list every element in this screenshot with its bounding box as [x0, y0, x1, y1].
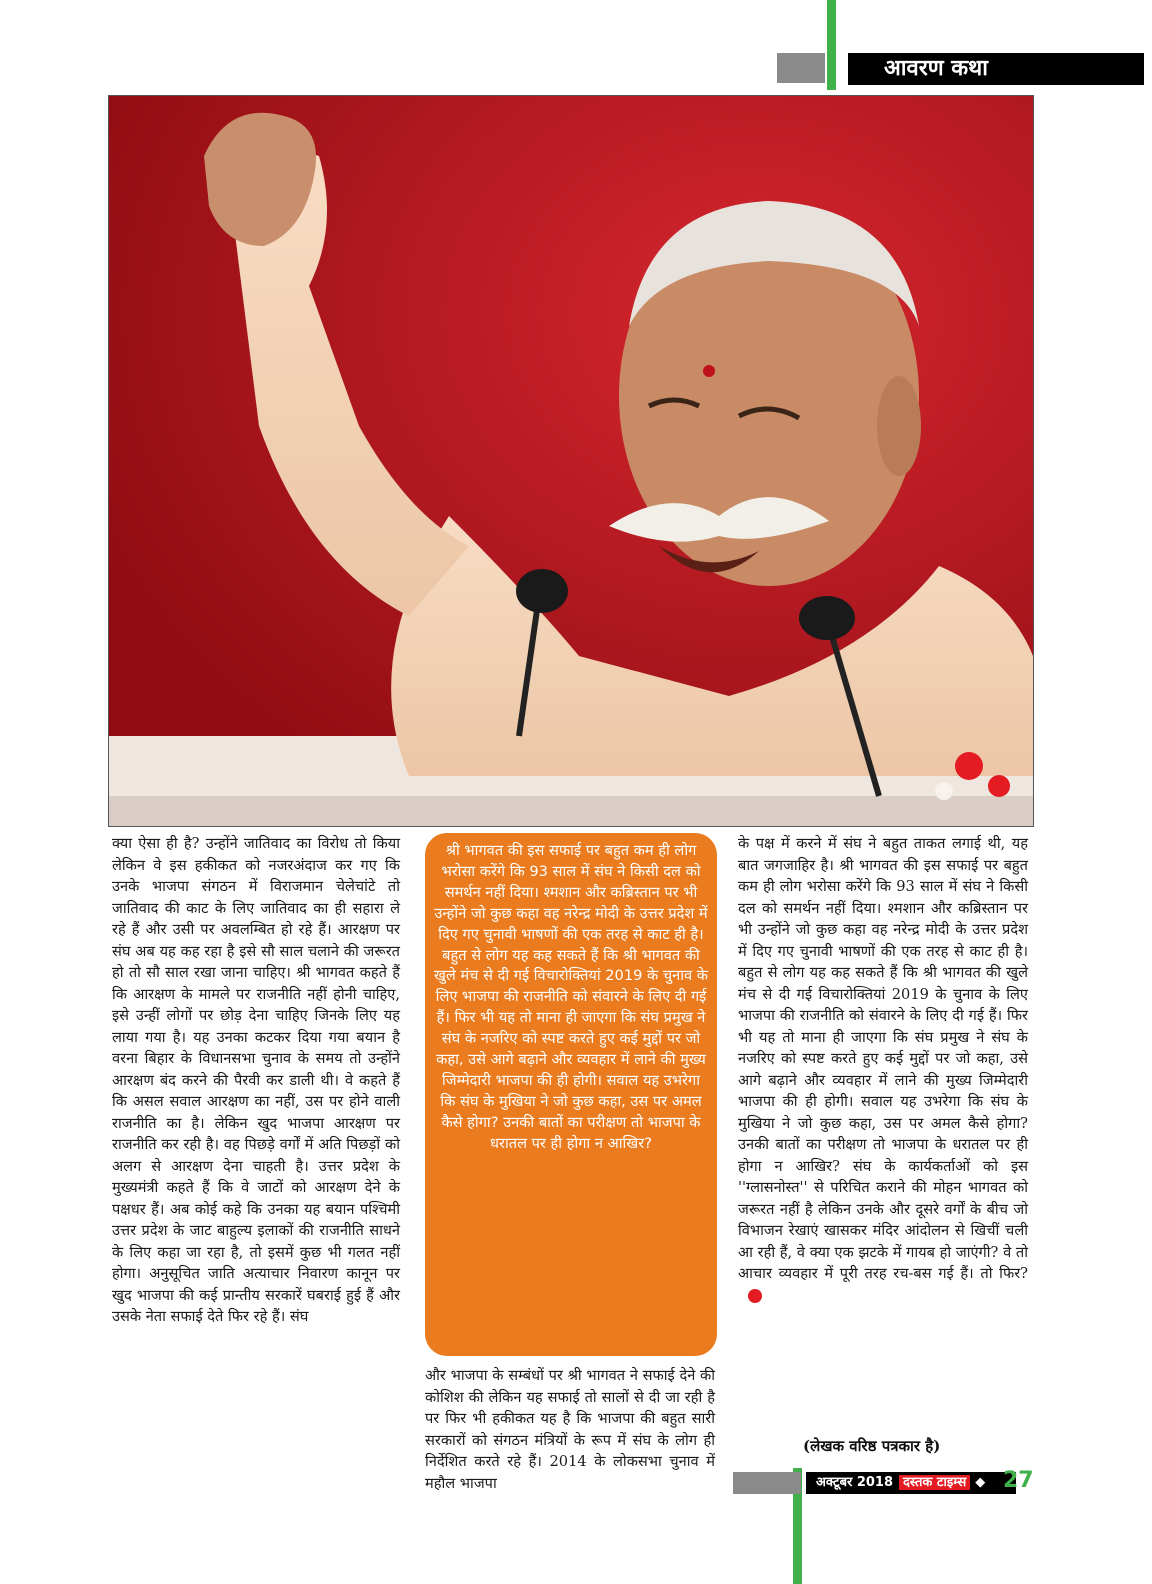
portrait-speaker-icon — [109, 96, 1033, 826]
column-3-text — [738, 833, 1028, 1306]
article-column-1 — [112, 833, 400, 1328]
column-1-text: क्या ऐसा ही है? उन्होंने जातिवाद का विरोध तो किया लेकिन वे इस हकीकत को नजरअंदाज कर गए कि उनके भाजपा संगठन में विराजमान चेलेचांटे तो जातिवाद की काट के लिए जातिवाद का ही सहारा ले रहे हैं और उसी पर अवलम्बित हो रहे हैं। आरक्षण पर संघ अब यह कह रहा है इसे सौ साल चलाने की जरूरत हो तो सौ साल रखा जाना चाहिए। श्री भागवत कहते हैं कि आरक्षण के मामले पर राजनीति नहीं होनी चाहिए, इसे उन्हीं लोगों पर छोड़ देना चाहिए जिनके लिए यह लाया गया है। यह उनका कटकर दिया गया बयान है वरना बिहार के विधानसभा चुनाव के समय तो उन्होंने आरक्षण बंद करने की पैरवी कर डाली थी। वे कहते हैं कि असल सवाल आरक्षण का नहीं, उस पर होने वाली राजनीति का है। लेकिन खुद भाजपा आरक्षण पर राजनीति कर रही है। वह पिछड़े वर्गों में अति पिछड़ों को अलग से आरक्षण देना चाहती है। उत्तर प्रदेश के मुख्यमंत्री कहते हैं कि वे जाटों को आरक्षण देने के पक्षधर हैं। अब कोई कहे कि उनका यह बयान पश्चिमी उत्तर प्रदेश के जाट बाहुल्य इलाकों की राजनीति साधने के लिए कहा जा रहा है, तो इसमें कुछ भी गलत नहीं होगा। अनुसूचित जाति अत्याचार निवारण कानून पर खुद भाजपा की कई प्रान्तीय सरकारें घबराई हुई हैं और उसके नेता सफाई देते फिर रहे हैं। संघ — [112, 835, 400, 1325]
article-end-dot-icon — [748, 1289, 762, 1303]
magazine-logo: दस्तक टाइम्स — [899, 1475, 970, 1490]
page-number: 27 — [1003, 1468, 1034, 1493]
column-3-body: के पक्ष में करने में संघ ने बहुत ताकत लगाई थी, यह बात जगजाहिर है। श्री भागवत की इस सफाई पर बहुत कम ही लोग भरोसा करेंगे कि 93 साल में संघ ने किसी दल को समर्थन नहीं दिया। श्मशान और कब्रिस्तान पर भी उन्होंने जो कुछ कहा वह नरेन्द्र मोदी के उत्तर प्रदेश में दिए गए चुनावी भाषणों की एक तरह से काट ही है। बहुत से लोग यह कह सकते हैं कि श्री भागवत की खुले मंच से दी गई विचारोक्तियां 2019 के चुनाव के लिए भाजपा की राजनीति को संवारने के लिए दी गई हैं। फिर भी यह तो माना ही जाएगा कि संघ प्रमुख ने संघ के नजरिए को स्पष्ट करते हुए कई मुद्दों पर जो कहा, उसे आगे बढ़ाने और व्यवहार में लाने की मुख्य जिम्मेदारी भाजपा की ही होगी। सवाल यह उभरेगा कि संघ के मुखिया ने जो कुछ कहा, उस पर अमल कैसे होगा? उनकी बातों का परीक्षण तो भाजपा के धरातल पर ही होगा न आखिर? संघ के कार्यकर्ताओं को इस ''ग्लासनोस्त'' से परिचित कराने की मोहन भागवत को जरूरत नहीं है लेकिन उनके और दूसरे वर्गों के बीच जो विभाजन रेखाएं खासकर मंदिर आंदोलन से खिचीं चली आ रही हैं, वे क्या एक झटके में गायब हो जाएंगी? वे तो आचार व्यवहार में पूरी तरह रच-बस गई हैं। तो फिर? — [738, 835, 1028, 1282]
author-byline: (लेखक वरिष्ठ पत्रकार है) — [803, 1437, 941, 1455]
section-label: आवरण कथा — [848, 53, 1144, 85]
article-column-3 — [738, 833, 1028, 1306]
pullquote-text: श्री भागवत की इस सफाई पर बहुत कम ही लोग भरोसा करेंगे कि 93 साल में संघ ने किसी दल को समर्थन नहीं दिया। श्मशान और कब्रिस्तान पर भी उन्होंने जो कुछ कहा वह नरेन्द्र मोदी के उत्तर प्रदेश में दिए गए चुनावी भाषणों की एक तरह से काट ही है। बहुत से लोग यह कह सकते हैं कि श्री भागवत की खुले मंच से दी गई विचारोक्तियां 2019 के चुनाव के लिए भाजपा की राजनीति को संवारने के लिए दी गई हैं। फिर भी यह तो माना ही जाएगा कि संघ प्रमुख ने संघ के नजरिए को स्पष्ट करते हुए कई मुद्दों पर जो कहा, उसे आगे बढ़ाने और व्यवहार में लाने की मुख्य जिम्मेदारी भाजपा की ही होगी। सवाल यह उभरेगा कि संघ के मुखिया ने जो कुछ कहा, उस पर अमल कैसे होगा? उनकी बातों का परीक्षण तो भाजपा के धरातल पर ही होगा न आखिर? — [433, 842, 709, 1152]
footer-separator-icon: ◆ — [975, 1475, 986, 1490]
pullquote-box — [425, 833, 717, 1356]
header-gray-block — [777, 53, 825, 83]
article-column-2 — [425, 1365, 715, 1494]
issue-date: अक्टूबर 2018 — [816, 1475, 894, 1490]
header-green-bar — [827, 0, 836, 90]
footer-gray-block — [733, 1472, 801, 1494]
footer-issue-bar — [806, 1472, 1016, 1494]
cover-photo — [108, 95, 1034, 827]
column-2-text: और भाजपा के सम्बंधों पर श्री भागवत ने सफाई देने की कोशिश की लेकिन यह सफाई तो सालों से दी जा रही है पर फिर भी हकीकत यह है कि भाजपा की बहुत सारी सरकारों को संगठन मंत्रियों के रूप में संघ के लोग ही निर्देशित करते रहे हैं। 2014 के लोकसभा चुनाव में महौल भाजपा — [425, 1367, 715, 1492]
